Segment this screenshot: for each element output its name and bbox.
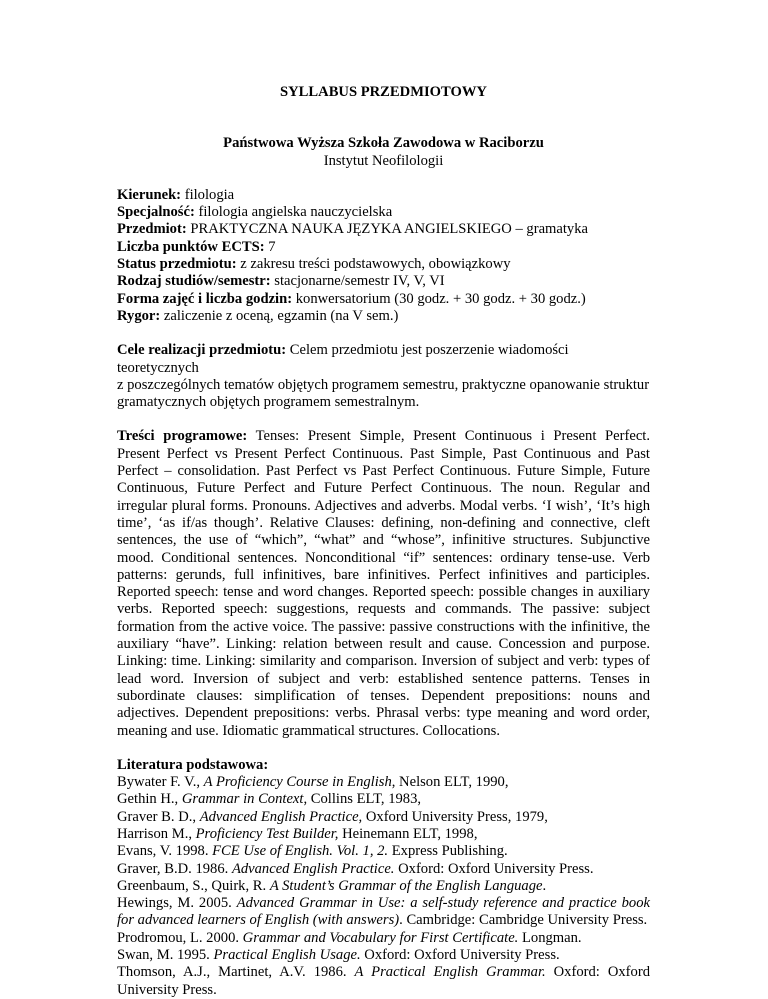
- literature-item: Greenbaum, S., Quirk, R. A Student’s Grammar of the English Language.: [117, 877, 547, 894]
- document-title: SYLLABUS PRZEDMIOTOWY: [280, 84, 487, 100]
- literature-item: Gethin H., Grammar in Context, Collins ELT, 1983,: [117, 791, 422, 808]
- institution-block: [117, 135, 650, 170]
- goals-label: Cele realizacji przedmiotu:: [117, 342, 287, 359]
- content-section: [117, 428, 650, 739]
- meta-kierunek: Kierunek: filologia: [117, 186, 235, 203]
- literature-item: Swan, M. 1995. Practical English Usage. Oxford: Oxford University Press.: [117, 947, 560, 964]
- literature-section: [117, 757, 650, 999]
- meta-przedmiot: Przedmiot: PRAKTYCZNA NAUKA JĘZYKA ANGIELSKIEGO – gramatyka: [117, 221, 589, 238]
- meta-block: [117, 187, 650, 325]
- meta-status: Status przedmiotu: z zakresu treści podstawowych, obowiązkowy: [117, 256, 511, 273]
- meta-specjalnosc: Specjalność: filologia angielska nauczycielska: [117, 204, 393, 221]
- literature-item: Graver B. D., Advanced English Practice, Oxford University Press, 1979,: [117, 808, 548, 825]
- content-text: Tenses: Present Simple, Present Continuous i Present Perfect. Present Perfect vs Present Perfect Continuous. Past Simple, Past Continuous and Past Perfect – consolidation. Past Perfect vs Past Perfect Continuous. Future Simple, Future Continuous, Future Perfect and Future Perfect Continuous. The noun. Regular and irregular plural forms. Pronouns. Adjectives and adverbs. Modal verbs. ‘I wish’, ‘It’s high time’, ‘as if/as though’. Relative Clauses: defining, non-defining and connective, cleft sentences, the use of “which”, “what” and “whose”, infinitive structures. Subjunctive mood. Conditional sentences. Nonconditional “if” sentences: ordinary tense-use. Verb patterns: gerunds, full infinitives, bare infinitives. Perfect infinitives and participles. Reported speech: tense and word changes. Reported speech: possible changes in auxiliary verbs. Reported speech: suggestions, requests and commands. The passive: subject formation from the active voice. The passive: passive constructions with the infinitive, the auxiliary “have”. Linking: relation between result and cause. Concession and purpose. Linking: time. Linking: similarity and comparison. Inversion of subject and verb: types of lead word. Inversion of subject and verb: established sentence patterns. Tenses in subordinate clauses: simplification of tenses. Dependent prepositions: nouns and adjectives. Dependent prepositions: verbs. Phrasal verbs: type meaning and word order, meaning and use. Idiomatic grammatical structures. Collocations.: [117, 428, 651, 739]
- literature-item: Bywater F. V., A Proficiency Course in English, Nelson ELT, 1990,: [117, 774, 509, 791]
- literature-item: Prodromou, L. 2000. Grammar and Vocabulary for First Certificate. Longman.: [117, 929, 582, 946]
- literature-item: Graver, B.D. 1986. Advanced English Practice. Oxford: Oxford University Press.: [117, 860, 594, 877]
- literature-item: Harrison M., Proficiency Test Builder, Heinemann ELT, 1998,: [117, 825, 478, 842]
- institution-name: Państwowa Wyższa Szkoła Zawodowa w Raciborzu: [223, 135, 544, 152]
- literature-item: Evans, V. 1998. FCE Use of English. Vol. 1, 2. Express Publishing.: [117, 843, 508, 860]
- meta-forma: Forma zajęć i liczba godzin: konwersatorium (30 godz. + 30 godz. + 30 godz.): [117, 290, 586, 307]
- meta-rodzaj: Rodzaj studiów/semestr: stacjonarne/semestr IV, V, VI: [117, 273, 445, 290]
- literature-item: Thomson, A.J., Martinet, A.V. 1986. A Practical English Grammar. Oxford: Oxford University Press.: [117, 964, 650, 998]
- content-label: Treści programowe:: [117, 428, 248, 445]
- literature-label: Literatura podstawowa:: [117, 756, 269, 773]
- meta-rygor: Rygor: zaliczenie z oceną, egzamin (na V sem.): [117, 307, 399, 324]
- goals-section: Cele realizacji przedmiotu: Celem przedmiotu jest poszerzenie wiadomości teoretycznych z poszczególnych tematów objętych programem semestru, praktyczne opanowanie struktur gramatycznych objętych programem semestralnym.: [117, 342, 650, 411]
- meta-ects: Liczba punktów ECTS: 7: [117, 238, 276, 255]
- document-page: [117, 84, 650, 999]
- literature-item: Hewings, M. 2005. Advanced Grammar in Use: a self-study reference and practice book for advanced learners of English (with answers). Cambridge: Cambridge University Press.: [117, 895, 650, 929]
- institute-name: Instytut Neofilologii: [323, 152, 444, 169]
